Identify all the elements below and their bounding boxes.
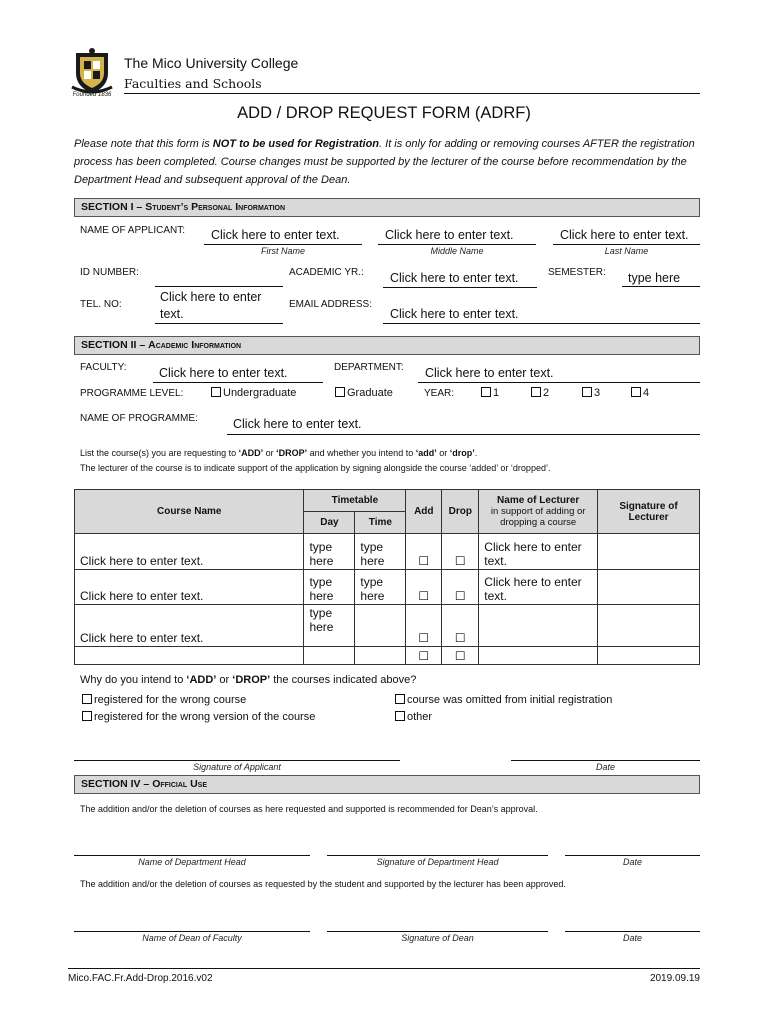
reason-question: Why do you intend to ‘ADD’ or ‘DROP’ the courses indicated above? [80, 674, 417, 686]
add-checkbox[interactable]: ☐ [406, 647, 442, 665]
applicant-date-line[interactable] [511, 760, 700, 761]
drop-checkbox[interactable]: ☐ [442, 605, 479, 647]
time-header: Time [355, 512, 406, 534]
add-checkbox[interactable]: ☐ [406, 570, 442, 605]
lecturer-cell[interactable] [479, 605, 598, 647]
applicant-signature-line[interactable] [74, 760, 400, 761]
footer-rule [68, 968, 700, 969]
institution-name: The Mico University College [124, 55, 299, 71]
course-cell[interactable] [75, 647, 304, 665]
timetable-header: Timetable [304, 490, 406, 512]
day-header: Day [304, 512, 355, 534]
dean-name-line[interactable] [74, 931, 310, 932]
undergraduate-checkbox[interactable]: Undergraduate [211, 387, 296, 399]
last-name-field[interactable]: Click here to enter text. [560, 228, 689, 242]
section-1-header: SECTION I – Student’s Personal Information [74, 198, 700, 217]
instruction-line-1: List the course(s) you are requesting to ‘ADD’ or ‘DROP’ and whether you intend to ‘add’ or ‘drop’. [80, 448, 478, 458]
table-row [75, 647, 700, 665]
dean-date-caption: Date [622, 933, 642, 943]
day-cell[interactable]: type here [304, 605, 355, 647]
drop-header: Drop [442, 490, 479, 534]
first-name-caption: First Name [260, 246, 305, 256]
semester-field[interactable]: type here [628, 271, 681, 285]
programme-name-field[interactable]: Click here to enter text. [233, 417, 362, 431]
first-name-field[interactable]: Click here to enter text. [211, 228, 340, 242]
day-cell[interactable]: type here [304, 570, 355, 605]
crest-logo [70, 47, 114, 95]
drop-checkbox[interactable]: ☐ [442, 647, 479, 665]
middle-name-field[interactable]: Click here to enter text. [385, 228, 514, 242]
signature-cell [598, 570, 700, 605]
footer-form-code: Mico.FAC.Fr.Add-Drop.2016.v02 [68, 973, 213, 984]
academic-yr-label: ACADEMIC YR.: [289, 267, 364, 278]
dean-date-line[interactable] [565, 931, 700, 932]
form-title: ADD / DROP REQUEST FORM (ADRF) [237, 104, 531, 122]
applicant-date-caption: Date [595, 762, 615, 772]
drop-checkbox[interactable]: ☐ [442, 534, 479, 570]
drop-checkbox[interactable]: ☐ [442, 570, 479, 605]
time-cell[interactable] [355, 647, 406, 665]
courses-table [74, 489, 700, 665]
academic-yr-field[interactable]: Click here to enter text. [390, 271, 519, 285]
header-rule [124, 93, 700, 94]
year-3-checkbox[interactable]: 3 [582, 387, 600, 399]
time-cell[interactable]: type here [355, 534, 406, 570]
dept-head-signature-line[interactable] [327, 855, 548, 856]
id-field[interactable] [155, 286, 283, 287]
footer-date: 2019.09.19 [649, 973, 700, 984]
table-row [75, 605, 700, 647]
add-checkbox[interactable]: ☐ [406, 605, 442, 647]
applicant-signature-caption: Signature of Applicant [193, 762, 281, 772]
lecturer-cell[interactable]: Click here to enter text. [479, 570, 598, 605]
logo-caption: Founded 1836 [72, 92, 112, 98]
name-label: NAME OF APPLICANT: [80, 225, 186, 236]
email-label: EMAIL ADDRESS: [289, 299, 372, 310]
dept-head-date-line[interactable] [565, 855, 700, 856]
programme-level-label: PROGRAMME LEVEL: [80, 388, 184, 399]
year-2-checkbox[interactable]: 2 [531, 387, 549, 399]
email-field[interactable]: Click here to enter text. [390, 307, 519, 321]
year-label: YEAR: [424, 388, 455, 399]
department-field[interactable]: Click here to enter text. [425, 366, 554, 380]
dept-head-name-caption: Name of Department Head [138, 857, 246, 867]
time-cell[interactable] [355, 605, 406, 647]
middle-name-caption: Middle Name [430, 246, 484, 256]
dept-head-name-line[interactable] [74, 855, 310, 856]
course-cell[interactable]: Click here to enter text. [75, 534, 304, 570]
tel-label: TEL. NO: [80, 299, 122, 310]
course-cell[interactable]: Click here to enter text. [75, 605, 304, 647]
lecturer-cell[interactable]: Click here to enter text. [479, 534, 598, 570]
year-4-checkbox[interactable]: 4 [631, 387, 649, 399]
reason-wrong-version-checkbox[interactable]: registered for the wrong version of the course [82, 711, 315, 723]
semester-label: SEMESTER: [548, 267, 606, 278]
department-label: DEPARTMENT: [334, 362, 404, 373]
course-name-header: Course Name [75, 490, 304, 534]
time-cell[interactable]: type here [355, 570, 406, 605]
last-name-caption: Last Name [604, 246, 649, 256]
signature-cell [598, 647, 700, 665]
intro-paragraph: Please note that this form is NOT to be used for Registration. It is only for adding or removing courses AFTER the registration process has been completed. Course changes must be supported by the lecturer of the course before recommendation by the Department Head and subsequent approval of the Dean. [74, 138, 695, 186]
institution-subtitle: Faculties and Schools [124, 76, 262, 91]
approval-text: The addition and/or the deletion of courses as requested by the student and supported by the lecturer has been approved. [80, 879, 566, 889]
faculty-label: FACULTY: [80, 362, 127, 373]
reason-wrong-course-checkbox[interactable]: registered for the wrong course [82, 694, 246, 706]
reason-omitted-checkbox[interactable]: course was omitted from initial registration [395, 694, 612, 706]
recommendation-text: The addition and/or the deletion of courses as here requested and supported is recommended for Dean’s approval. [80, 804, 538, 814]
add-checkbox[interactable]: ☐ [406, 534, 442, 570]
graduate-checkbox[interactable]: Graduate [335, 387, 393, 399]
add-header: Add [406, 490, 442, 534]
faculty-field[interactable]: Click here to enter text. [159, 366, 288, 380]
signature-header: Signature of Lecturer [598, 490, 700, 534]
dean-signature-line[interactable] [327, 931, 548, 932]
dean-name-caption: Name of Dean of Faculty [142, 933, 242, 943]
course-cell[interactable]: Click here to enter text. [75, 570, 304, 605]
lecturer-header: Name of Lecturer in support of adding or dropping a course [479, 490, 598, 534]
dept-head-signature-caption: Signature of Department Head [376, 857, 499, 867]
section-2-header: SECTION II – Academic Information [74, 336, 700, 355]
tel-field[interactable]: Click here to enter text. [160, 290, 262, 321]
reason-other-checkbox[interactable]: other [395, 711, 432, 723]
lecturer-cell[interactable] [479, 647, 598, 665]
programme-name-label: NAME OF PROGRAMME: [80, 413, 198, 424]
day-cell[interactable] [304, 647, 355, 665]
dean-signature-caption: Signature of Dean [401, 933, 474, 943]
instruction-line-2: The lecturer of the course is to indicate support of the application by signing alongside the course ‘added’ or ‘dropped’. [80, 463, 551, 473]
section-4-header: SECTION IV – Official Use [74, 775, 700, 794]
day-cell[interactable]: type here [304, 534, 355, 570]
signature-cell [598, 605, 700, 647]
table-row [75, 570, 700, 605]
table-row [75, 534, 700, 570]
year-1-checkbox[interactable]: 1 [481, 387, 499, 399]
signature-cell [598, 534, 700, 570]
id-label: ID NUMBER: [80, 267, 139, 278]
dept-head-date-caption: Date [622, 857, 642, 867]
